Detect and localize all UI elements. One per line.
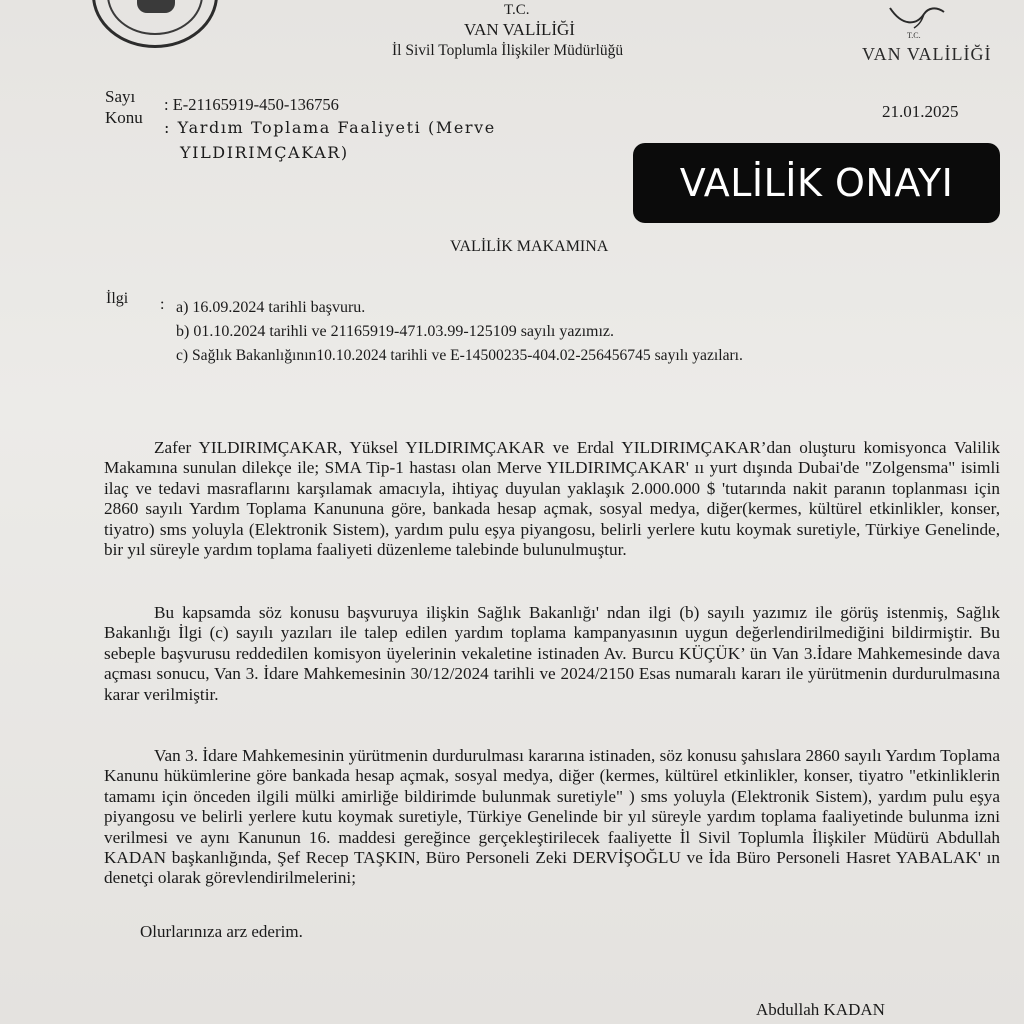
ilgi-separator: : bbox=[160, 296, 165, 313]
sayi-label: Sayı bbox=[105, 87, 136, 106]
body-paragraph-1: Zafer YILDIRIMÇAKAR, Yüksel YILDIRIMÇAKAR ve Erdal YILDIRIMÇAKAR’dan oluşturu komisyonca Valilik Makamına sunulan dilekçe ile; SMA Tip-1 hastası olan Merve YILDIRIMÇAKAR' ıı yurt dışında Dubai'de "Zolgensma" isimli ilaç ve tedavi masraflarını karşılamak amacıyla, ihtiyaç duyulan yaklaşık 2.000.000 $ 'tutarında nakit paranın toplanması için 2860 sayılı Yardım Toplama Kanununa göre, bankada hesap açmak, sosyal medya, diğer(kermes, kültürel etkinlikler, konser, tiyatro) sms yoluyla (Elektronik Sistem), yardım pulu eşya piyangosu, belirli yerlere kutu koymak suretiyle, Türkiye Genelinde, bir yıl süreyle yardım toplama faaliyeti düzenleme talebinde bulunulmuştur. bbox=[104, 438, 1000, 560]
ilgi-item-c: c) Sağlık Bakanlığının10.10.2024 tarihli ve E-14500235-404.02-256456745 sayılı yazıları. bbox=[176, 347, 743, 364]
body-paragraph-3: Van 3. İdare Mahkemesinin yürütmenin durdurulması kararına istinaden, söz konusu şahıslara 2860 sayılı Yardım Toplama Kanunu hükümlerine göre bankada hesap açmak, sosyal medya, diğer (kermes, kültürel etkinlikler, konser, tiyatro "etkinliklerin tamamı için önceden ilgili mülki amirliğe bildirimde bulunmak suretiyle" ) sms yoluyla (Elektronik Sistem), yardım pulu eşya piyangosu ve belirli yerlere kutu koymak suretiyle, Türkiye Genelinde bir yıl süreyle yardım toplama faaliyetinde bulunma izni verilmesi ve aynı Kanunun 16. maddesi gereğince gerçekleştirilecek faaliyette İl Sivil Toplumla İlişkiler Müdürü Abdullah KADAN başkanlığında, Şef Recep TAŞKIN, Büro Personeli Zeki DERVİŞOĞLU ve İda Büro Personeli Hasret YABALAK' ın denetçi olarak görevlendirilmelerini; bbox=[104, 746, 1000, 888]
logo-text: VAN VALİLİĞİ bbox=[862, 44, 992, 64]
konu-value-line1: : Yardım Toplama Faaliyeti (Merve bbox=[164, 118, 496, 137]
sayi-value: : E-21165919-450-136756 bbox=[164, 95, 339, 114]
document-date: 21.01.2025 bbox=[882, 102, 959, 121]
ilgi-item-a: a) 16.09.2024 tarihli başvuru. bbox=[176, 299, 366, 316]
header-tc: T.C. bbox=[504, 2, 530, 18]
bird-logo-icon bbox=[884, 0, 954, 30]
konu-label: Konu bbox=[105, 108, 143, 127]
konu-value-line2: YILDIRIMÇAKAR) bbox=[180, 143, 349, 162]
ilgi-label: İlgi bbox=[106, 290, 129, 307]
logo-small-text: T.C. bbox=[907, 31, 921, 40]
seal-emblem-icon bbox=[92, 0, 218, 48]
signature-name: Abdullah KADAN bbox=[756, 1000, 885, 1019]
body-paragraph-2: Bu kapsamda söz konusu başvuruya ilişkin Sağlık Bakanlığı' ndan ilgi (b) sayılı yazımız ile görüş istenmiş, Sağlık Bakanlığı İlgi (c) sayılı yazıları ile talep edilen yardım toplama kampanyasının uygun değerlendirilmediğini bildirmiştir. Bu sebeple başvurusu reddedilen komisyon üyelerinin vekaletine istinaden Av. Burcu KÜÇÜK’ ün Van 3.İdare Mahkemesinde dava açması sonucu, Van 3. İdare Mahkemesinin 30/12/2024 tarihli ve 2024/2150 Esas numaralı kararı ile yürütmenin durdurulmasına karar verilmiştir. bbox=[104, 603, 1000, 704]
ilgi-item-b: b) 01.10.2024 tarihli ve 21165919-471.03.99-125109 sayılı yazımız. bbox=[176, 323, 615, 340]
closing-line: Olurlarınıza arz ederim. bbox=[140, 922, 303, 941]
header-directorate: İl Sivil Toplumla İlişkiler Müdürlüğü bbox=[392, 42, 624, 59]
recipient: VALİLİK MAKAMINA bbox=[450, 238, 609, 255]
approval-badge: VALİLİK ONAYI bbox=[633, 143, 1000, 223]
header-governorship: VAN VALİLİĞİ bbox=[464, 20, 575, 39]
